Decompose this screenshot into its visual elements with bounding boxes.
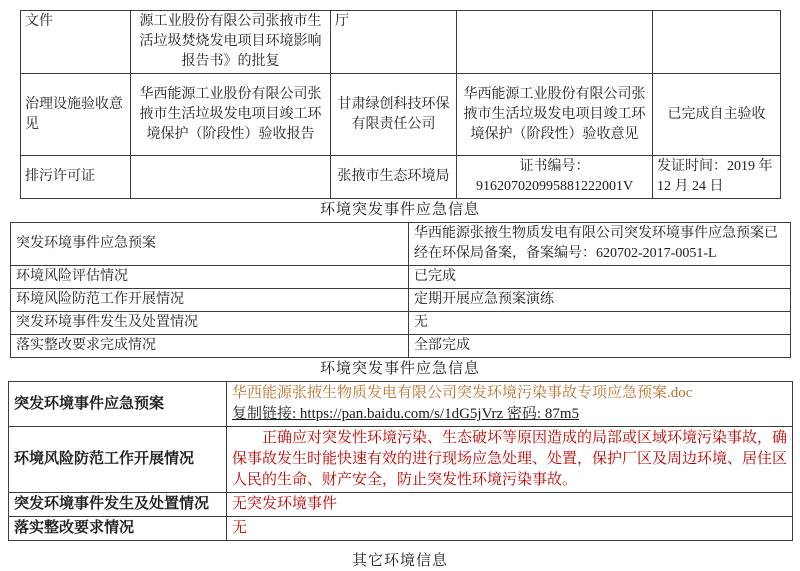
- table-row: [9, 493, 793, 517]
- section-title-emergency-info-2: 环境突发事件应急信息: [319, 361, 480, 377]
- section-title-emergency-info: 环境突发事件应急信息: [319, 202, 480, 218]
- table-row: [9, 517, 793, 541]
- permit-issuer: 张掖市生态环境局: [331, 156, 457, 199]
- emergency-plan-doc-name: 华西能源张掖生物质发电有限公司突发环境污染事故专项应急预案.doc: [232, 385, 693, 401]
- row-label-risk-prevention-bold: 环境风险防范工作开展情况: [9, 427, 227, 493]
- table-row: [11, 335, 791, 358]
- emergency-plan-cell: [227, 382, 793, 427]
- row-label-rectification-completion: 落实整改要求完成情况: [11, 335, 409, 358]
- rectification-value: 无: [227, 517, 793, 541]
- table-row: [21, 156, 781, 199]
- incident-handling-value: 无突发环境事件: [227, 493, 793, 517]
- permits-approvals-table: [20, 10, 781, 199]
- row-label-incident-handling-bold: 突发环境事件发生及处置情况: [9, 493, 227, 517]
- acceptance-opinion-title: 华西能源工业股份有限公司张掖市生活垃圾发电项目竣工环境保护（阶段性）验收意见: [457, 74, 653, 156]
- row-label-risk-prevention: 环境风险防范工作开展情况: [11, 289, 409, 312]
- emergency-detail-table: [8, 381, 793, 541]
- table-row: [11, 266, 791, 289]
- emergency-info-table: [10, 222, 791, 358]
- row-label-risk-assessment: 环境风险评估情况: [11, 266, 409, 289]
- baidu-pan-link[interactable]: 复制链接: https://pan.baidu.com/s/1dG5jVrz 密码: 87m5: [232, 406, 579, 422]
- empty-cell: [457, 11, 653, 74]
- risk-prevention-status: 定期开展应急预案演练: [409, 289, 791, 312]
- document-approval-text: 源工业股份有限公司张掖市生活垃圾焚烧发电项目环境影响报告书》的批复: [131, 11, 331, 74]
- table-row: [11, 289, 791, 312]
- row-label-document: 文件: [21, 11, 131, 74]
- row-label-acceptance-opinion: 治理设施验收意见: [21, 74, 131, 156]
- table-row: [9, 382, 793, 427]
- empty-cell: [131, 156, 331, 199]
- incident-handling-status: 无: [409, 312, 791, 335]
- row-label-emergency-plan-bold: 突发环境事件应急预案: [9, 382, 227, 427]
- row-label-incident-handling: 突发环境事件发生及处置情况: [11, 312, 409, 335]
- acceptance-report-title: 华西能源工业股份有限公司张掖市生活垃圾发电项目竣工环境保护（阶段性）验收报告: [131, 74, 331, 156]
- risk-assessment-status: 已完成: [409, 266, 791, 289]
- permit-issue-date: 发证时间：2019 年 12 月 24 日: [653, 156, 781, 199]
- section-title-other-info: 其它环境信息: [351, 553, 448, 569]
- risk-prevention-description: 正确应对突发性环境污染、生态破坏等原因造成的局部或区域环境污染事故，确保事故发生时能快速有效的进行现场应急处理、处置，保护厂区及周边环境、居住区人民的生命、财产安全，防止突发性环境污染事故。: [227, 427, 793, 493]
- table-row: [9, 427, 793, 493]
- table-row: [11, 223, 791, 266]
- table-row: [11, 312, 791, 335]
- approving-authority-fragment: 厅: [331, 11, 457, 74]
- acceptance-agency: 甘肃绿创科技环保有限责任公司: [331, 74, 457, 156]
- row-label-emergency-plan: 突发环境事件应急预案: [11, 223, 409, 266]
- permit-certificate-number: 证书编号： 916207020995881222001V: [457, 156, 653, 199]
- rectification-completion-status: 全部完成: [409, 335, 791, 358]
- table-row: [21, 74, 781, 156]
- emergency-plan-filing-text: 华西能源张掖生物质发电有限公司突发环境事件应急预案已经在环保局备案，备案编号：620702-2017-0051-L: [409, 223, 791, 266]
- document-page: [0, 10, 800, 567]
- table-row: [21, 11, 781, 74]
- acceptance-status: 已完成自主验收: [653, 74, 781, 156]
- row-label-discharge-permit: 排污许可证: [21, 156, 131, 199]
- empty-cell: [653, 11, 781, 74]
- row-label-rectification-bold: 落实整改要求情况: [9, 517, 227, 541]
